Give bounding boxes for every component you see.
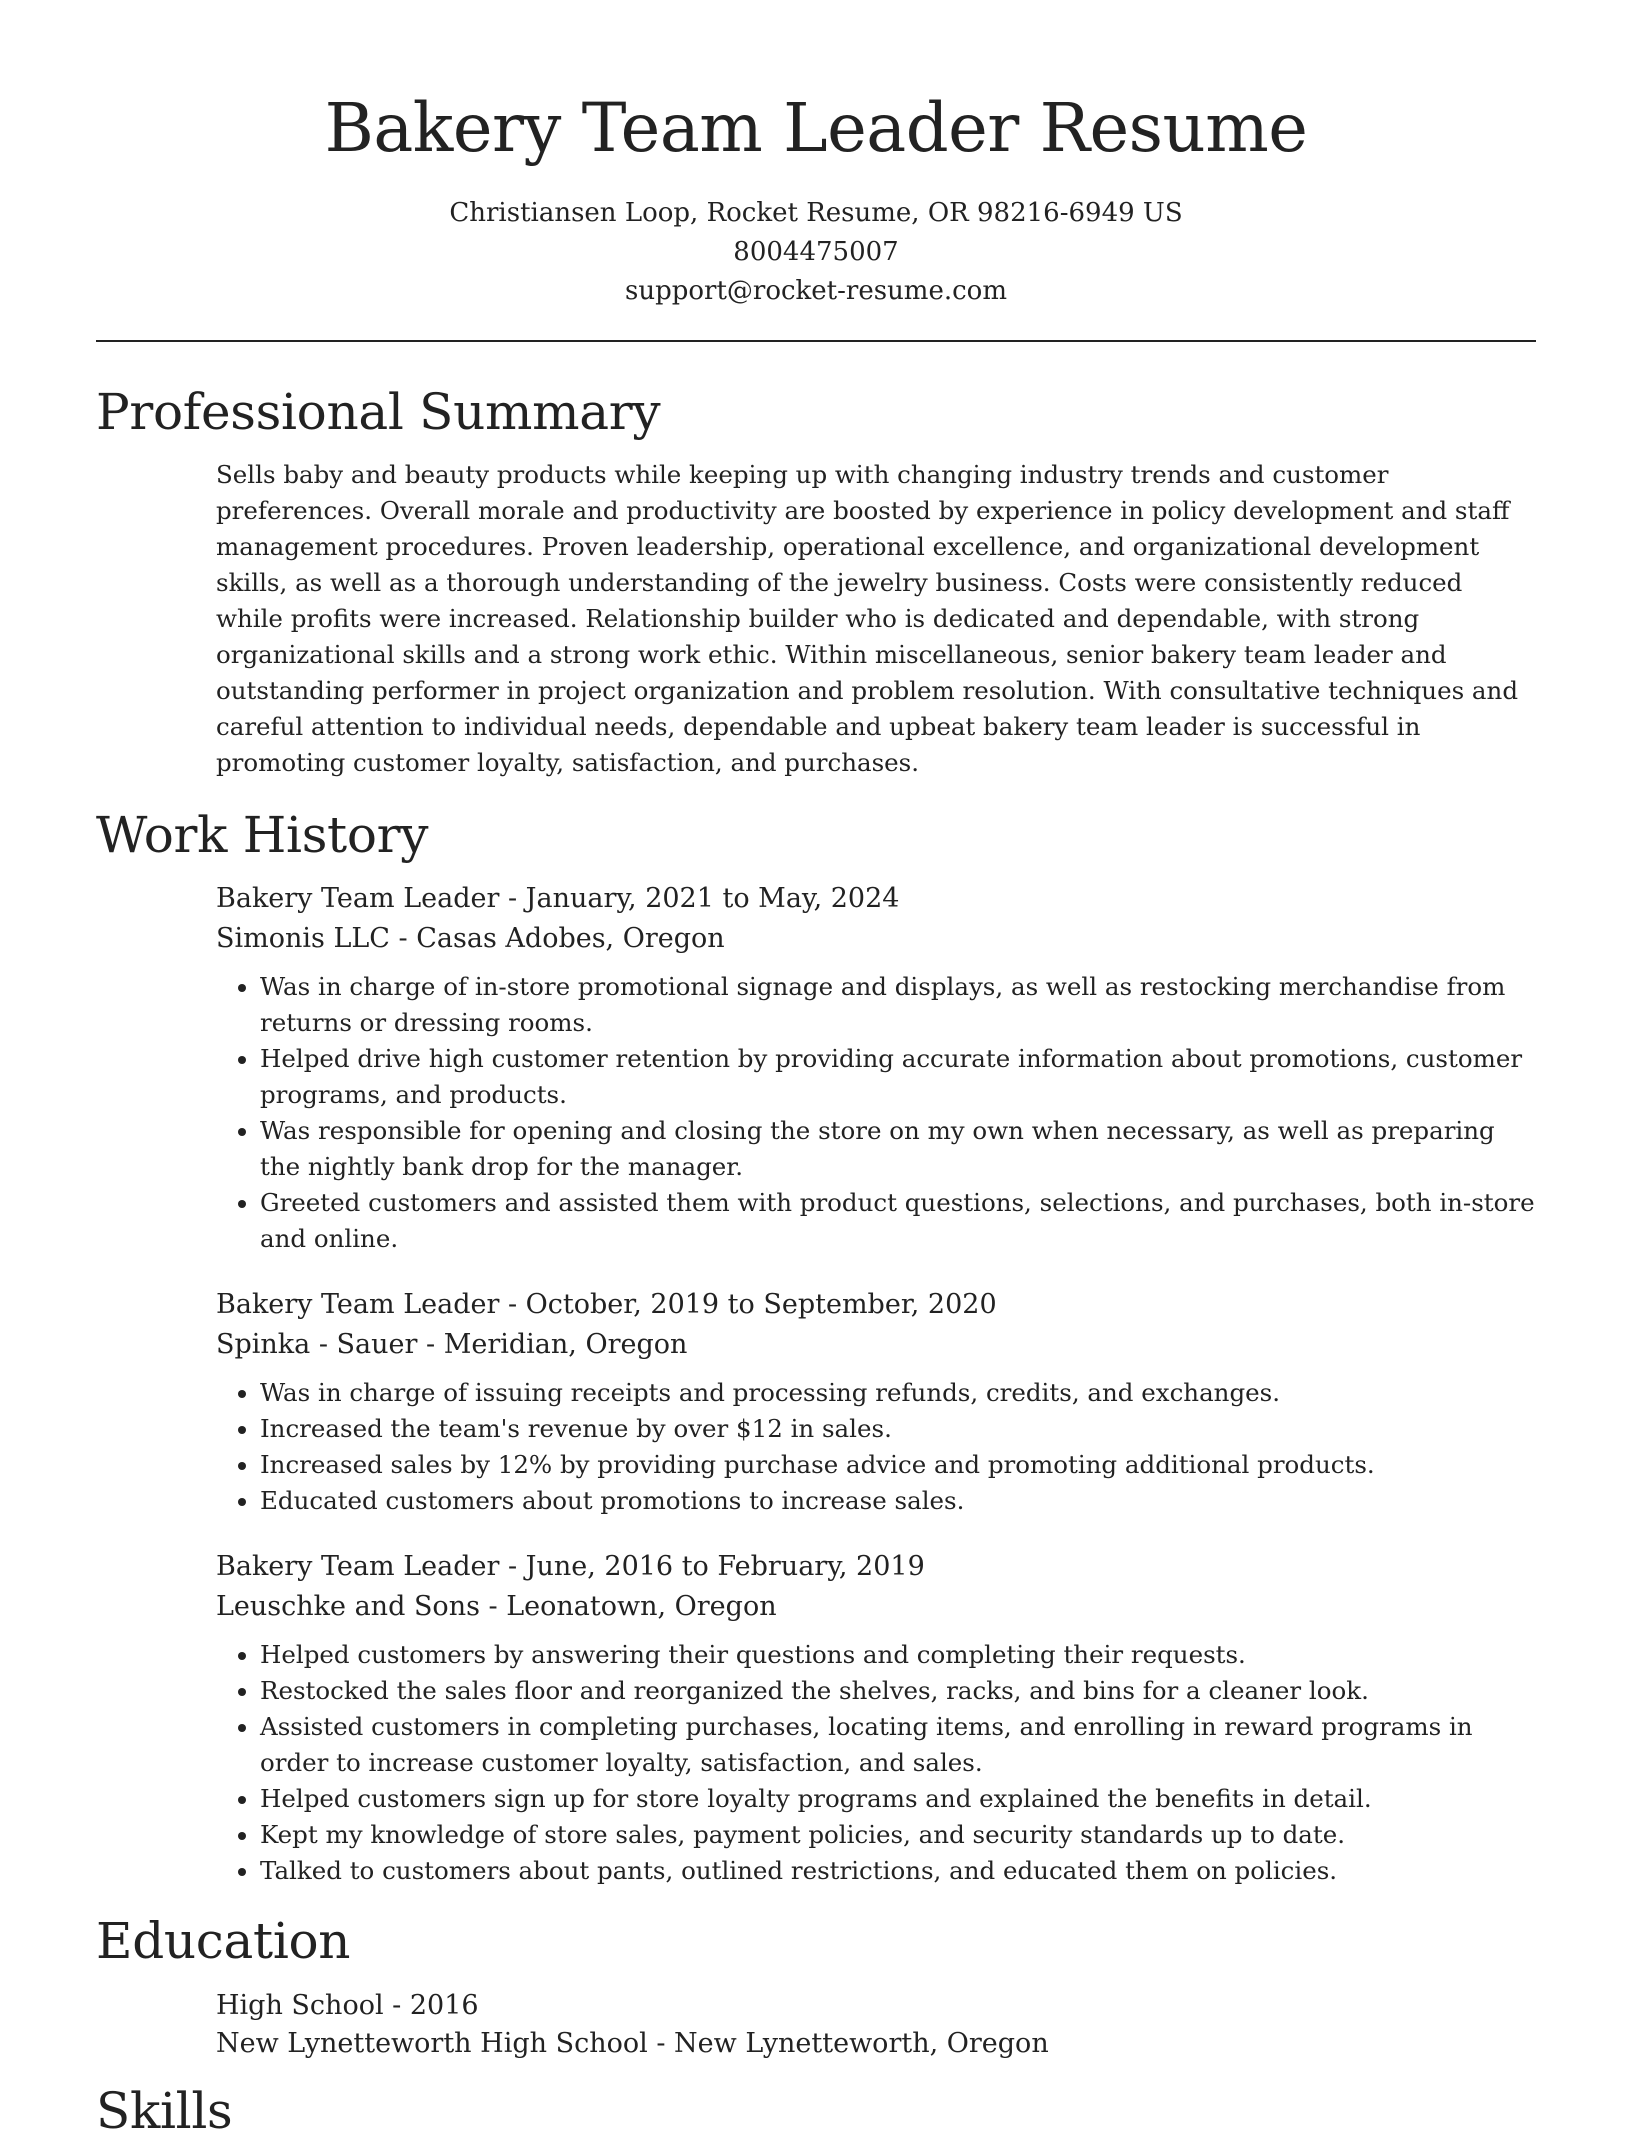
job-company-line: Spinka - Sauer - Meridian, Oregon (216, 1329, 688, 1360)
education-school-line: New Lynetteworth High School - New Lynetteworth, Oregon (216, 2028, 1049, 2059)
job-bullets (216, 969, 1536, 1257)
job-title-line: Bakery Team Leader - June, 2016 to February, 2019 (216, 1551, 925, 1582)
job-entry (216, 1285, 1536, 1519)
job-bullet: • Restocked the sales floor and reorganized the shelves, racks, and bins for a cleaner look. (260, 1673, 1536, 1709)
job-entry (216, 879, 1536, 1257)
contact-phone: 8004475007 (733, 237, 899, 267)
job-title-line: Bakery Team Leader - January, 2021 to May, 2024 (216, 883, 900, 914)
job-bullet: • Helped customers by answering their questions and completing their requests. (260, 1637, 1536, 1673)
skills-heading: Skills (96, 2082, 233, 2140)
resume-title: Bakery Team Leader Resume (324, 89, 1308, 167)
job-bullet: • Greeted customers and assisted them with product questions, selections, and purchases, both in-store and online. (260, 1185, 1536, 1257)
job-company-line: Simonis LLC - Casas Adobes, Oregon (216, 923, 725, 954)
job-company-line: Leuschke and Sons - Leonatown, Oregon (216, 1591, 777, 1622)
job-bullet: • Kept my knowledge of store sales, payment policies, and security standards up to date. (260, 1817, 1536, 1853)
contact-info (0, 194, 1632, 311)
resume-header (0, 0, 1632, 311)
job-bullet: • Educated customers about promotions to increase sales. (260, 1483, 1536, 1519)
work-history-heading: Work History (96, 806, 429, 864)
job-bullet: • Helped customers sign up for store loyalty programs and explained the benefits in detail. (260, 1781, 1536, 1817)
job-bullet: • Was in charge of issuing receipts and processing refunds, credits, and exchanges. (260, 1375, 1536, 1411)
header-divider (96, 340, 1536, 342)
job-bullets (216, 1637, 1536, 1889)
job-entry (216, 1547, 1536, 1889)
contact-email: support@rocket-resume.com (624, 276, 1007, 306)
summary-heading: Professional Summary (96, 383, 661, 441)
job-bullet: • Increased the team's revenue by over $12 in sales. (260, 1411, 1536, 1447)
job-bullet: • Helped drive high customer retention by providing accurate information about promotions, customer programs, and products. (260, 1041, 1536, 1113)
education-entry (216, 1987, 1536, 2063)
job-title-line: Bakery Team Leader - October, 2019 to September, 2020 (216, 1289, 997, 1320)
education-degree-line: High School - 2016 (216, 1990, 479, 2021)
contact-address: Christiansen Loop, Rocket Resume, OR 98216-6949 US (449, 198, 1183, 228)
job-bullet: • Was in charge of in-store promotional signage and displays, as well as restocking merchandise from returns or dressing rooms. (260, 969, 1536, 1041)
job-bullet: • Talked to customers about pants, outlined restrictions, and educated them on policies. (260, 1853, 1536, 1889)
summary-text: Sells baby and beauty products while keeping up with changing industry trends and customer preferences. Overall morale and productivity are boosted by experience in policy development and staff management procedures. Proven leadership, operational excellence, and organizational development skills, as well as a thorough understanding of the jewelry business. Costs were consistently reduced while profits were increased. Relationship builder who is dedicated and dependable, with strong organizational skills and a strong work ethic. Within miscellaneous, senior bakery team leader and outstanding performer in project organization and problem resolution. With consultative techniques and careful attention to individual needs, dependable and upbeat bakery team leader is successful in promoting customer loyalty, satisfaction, and purchases. (216, 460, 1519, 777)
job-bullet: • Assisted customers in completing purchases, locating items, and enrolling in reward programs in order to increase customer loyalty, satisfaction, and sales. (260, 1709, 1536, 1781)
education-heading: Education (96, 1912, 351, 1970)
job-bullet: • Was responsible for opening and closing the store on my own when necessary, as well as preparing the nightly bank drop for the manager. (260, 1113, 1536, 1185)
job-bullet: • Increased sales by 12% by providing purchase advice and promoting additional products. (260, 1447, 1536, 1483)
job-bullets (216, 1375, 1536, 1519)
summary-section (216, 457, 1536, 781)
